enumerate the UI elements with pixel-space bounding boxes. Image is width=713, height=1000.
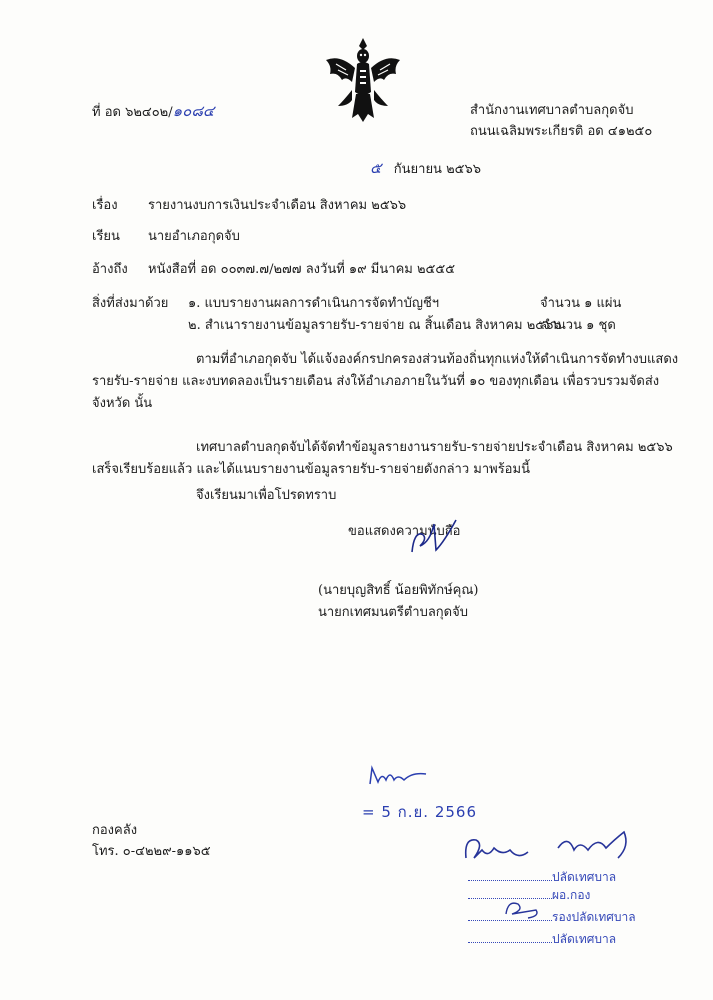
garuda-emblem <box>322 34 404 126</box>
reference-label: อ้างถึง <box>92 262 128 277</box>
date-month-year: กันยายน ๒๕๖๖ <box>393 162 481 177</box>
signature-scribble <box>404 512 464 560</box>
sender-address: ถนนเฉลิมพระเกียรติ อด ๔๑๒๕๐ <box>470 124 653 139</box>
received-date: 5 ก.ย. 2566 <box>381 803 478 821</box>
enclosure-item-1: ๑. แบบรายงานผลการดำเนินการจัดทำบัญชีฯ <box>188 296 440 311</box>
paragraph-2-line-1: เทศบาลตำบลกุดจับได้จัดทำข้อมูลรายงานรายรับ-รายจ่ายประจำเดือน สิงหาคม ๒๕๖๖ <box>196 440 673 455</box>
recipient-label: เรียน <box>92 229 120 244</box>
subject-label: เรื่อง <box>92 198 118 213</box>
recipient-text: นายอำเภอกุดจับ <box>148 229 240 244</box>
enclosures-label: สิ่งที่ส่งมาด้วย <box>92 296 169 311</box>
paragraph-1-line-3: จังหวัด นั้น <box>92 396 153 411</box>
reference-handwritten-number: ๑๐๘๔ <box>172 102 215 120</box>
signer-name: (นายบุญสิทธิ์ น้อยพิทักษ์คุณ) <box>318 583 479 598</box>
received-initials <box>364 762 434 790</box>
reference-text: หนังสือที่ อด ๐๐๓๗.๗/๒๗๗ ลงวันที่ ๑๙ มีนาคม ๒๕๕๕ <box>148 262 456 277</box>
approval-line-2: ผอ.กอง <box>468 886 590 905</box>
department-name: กองคลัง <box>92 823 138 838</box>
letter-date <box>370 160 481 178</box>
received-date-stamp <box>362 800 477 824</box>
sender-office: สำนักงานเทศบาลตำบลกุดจับ <box>470 103 634 118</box>
approval-line-3: รองปลัดเทศบาล <box>468 908 636 927</box>
subject-text: รายงานงบการเงินประจำเดือน สิงหาคม ๒๕๖๖ <box>148 198 407 213</box>
regards: ขอแสดงความนับถือ <box>348 524 461 539</box>
date-day: ๕ <box>370 159 382 177</box>
signer-position: นายกเทศมนตรีตำบลกุดจับ <box>318 605 468 620</box>
paragraph-1-line-1: ตามที่อำเภอกุดจับ ได้แจ้งองค์กรปกครองส่วนท้องถิ่นทุกแห่งให้ดำเนินการจัดทำงบแสดง <box>196 352 679 367</box>
paragraph-2-line-2: เสร็จเรียบร้อยแล้ว และได้แนบรายงานข้อมูลรายรับ-รายจ่ายดังกล่าว มาพร้อมนี้ <box>92 462 530 477</box>
reference-prefix: ที่ อด ๖๒๔๐๒/ <box>92 105 173 120</box>
paragraph-1-line-2: รายรับ-รายจ่าย และงบทดลองเป็นรายเดือน ส่งให้อำเภอภายในวันที่ ๑๐ ของทุกเดือน เพื่อรวบรวมจัดส่ง <box>92 374 660 389</box>
approval-line-4: ปลัดเทศบาล <box>468 930 616 949</box>
received-dash: = <box>362 803 376 821</box>
department-phone: โทร. ๐-๔๒๒๙-๑๑๖๕ <box>92 844 211 859</box>
enclosure-item-2: ๒. สำเนารายงานข้อมูลรายรับ-รายจ่าย ณ สิ้นเดือน สิงหาคม ๒๕๖๖ <box>188 318 562 333</box>
approval-line-1: ปลัดเทศบาล <box>468 868 616 887</box>
enclosure-count-2: จำนวน ๑ ชุด <box>542 318 616 333</box>
enclosure-count-1: จำนวน ๑ แผ่น <box>540 296 622 311</box>
reference-number <box>92 103 214 121</box>
closing-line: จึงเรียนมาเพื่อโปรดทราบ <box>196 488 337 503</box>
